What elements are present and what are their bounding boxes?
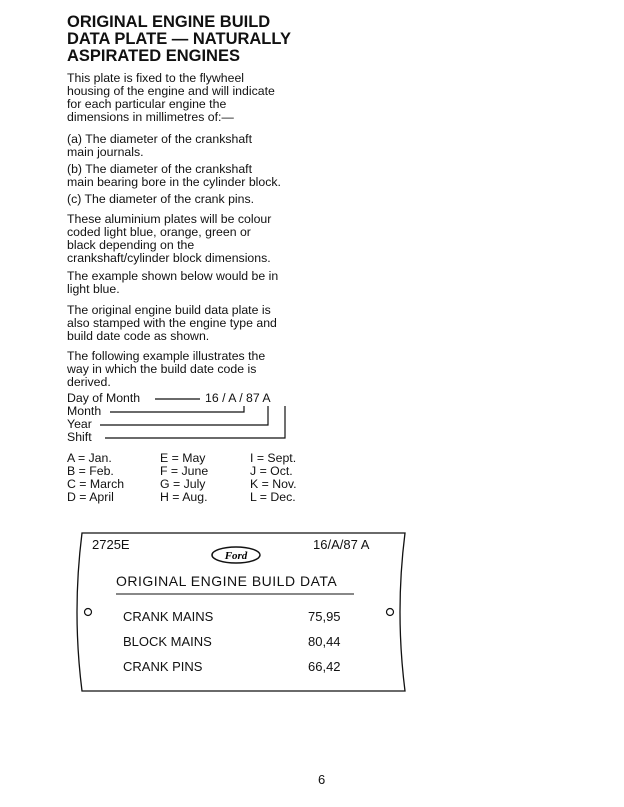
text-line: also stamped with the engine type and bbox=[67, 316, 277, 330]
month-code: H = Aug. bbox=[160, 490, 208, 504]
plate-row-value: 80,44 bbox=[308, 634, 341, 649]
text-line: way in which the build date code is bbox=[67, 362, 257, 376]
text-line: derived. bbox=[67, 375, 111, 389]
title-line: ASPIRATED ENGINES bbox=[67, 47, 240, 65]
text-line: black depending on the bbox=[67, 238, 195, 252]
month-code: K = Nov. bbox=[250, 477, 297, 491]
text-line: main journals. bbox=[67, 145, 144, 159]
plate-row-label: BLOCK MAINS bbox=[123, 634, 212, 649]
text-line: (c) The diameter of the crank pins. bbox=[67, 192, 255, 206]
text-line: (a) The diameter of the crankshaft bbox=[67, 132, 252, 146]
plate-row-label: CRANK MAINS bbox=[123, 609, 214, 624]
text-line: housing of the engine and will indicate bbox=[67, 84, 275, 98]
text-line: The example shown below would be in bbox=[67, 269, 279, 283]
text-line: build date code as shown. bbox=[67, 329, 210, 343]
month-code: D = April bbox=[67, 490, 114, 504]
plate-row-value: 75,95 bbox=[308, 609, 341, 624]
label-shift: Shift bbox=[67, 430, 92, 444]
text-line: dimensions in millimetres of:— bbox=[67, 110, 234, 124]
page-number: 6 bbox=[318, 772, 326, 787]
text-line: This plate is fixed to the flywheel bbox=[67, 71, 245, 85]
text-line: light blue. bbox=[67, 282, 120, 296]
plate-row-label: CRANK PINS bbox=[123, 659, 203, 674]
plate-date-code: 16/A/87 A bbox=[313, 537, 370, 552]
label-month: Month bbox=[67, 404, 102, 418]
title-line: DATA PLATE — NATURALLY bbox=[67, 30, 291, 48]
text-line: The following example illustrates the bbox=[67, 349, 266, 363]
text-line: (b) The diameter of the crankshaft bbox=[67, 162, 252, 176]
rivet-hole-left bbox=[85, 609, 92, 616]
date-code: 16 / A / 87 A bbox=[205, 391, 271, 405]
month-code: L = Dec. bbox=[250, 490, 296, 504]
month-code: G = July bbox=[160, 477, 206, 491]
plate-heading: ORIGINAL ENGINE BUILD DATA bbox=[116, 573, 338, 589]
month-code: F = June bbox=[160, 464, 209, 478]
label-day: Day of Month bbox=[67, 391, 141, 405]
svg-text:Ford: Ford bbox=[224, 550, 248, 562]
plate-engine-type: 2725E bbox=[92, 537, 130, 552]
text-line: crankshaft/cylinder block dimensions. bbox=[67, 251, 271, 265]
text-line: These aluminium plates will be colour bbox=[67, 212, 272, 226]
text-line: main bearing bore in the cylinder block. bbox=[67, 175, 281, 189]
month-code: E = May bbox=[160, 451, 206, 465]
title-line: ORIGINAL ENGINE BUILD bbox=[67, 13, 271, 31]
text-line: for each particular engine the bbox=[67, 97, 227, 111]
text-line: The original engine build data plate is bbox=[67, 303, 271, 317]
plate-row-value: 66,42 bbox=[308, 659, 341, 674]
month-code: A = Jan. bbox=[67, 451, 112, 465]
label-year: Year bbox=[67, 417, 92, 431]
month-code: I = Sept. bbox=[250, 451, 297, 465]
text-line: coded light blue, orange, green or bbox=[67, 225, 251, 239]
month-code: B = Feb. bbox=[67, 464, 114, 478]
rivet-hole-right bbox=[387, 609, 394, 616]
month-code: C = March bbox=[67, 477, 125, 491]
month-code: J = Oct. bbox=[250, 464, 293, 478]
